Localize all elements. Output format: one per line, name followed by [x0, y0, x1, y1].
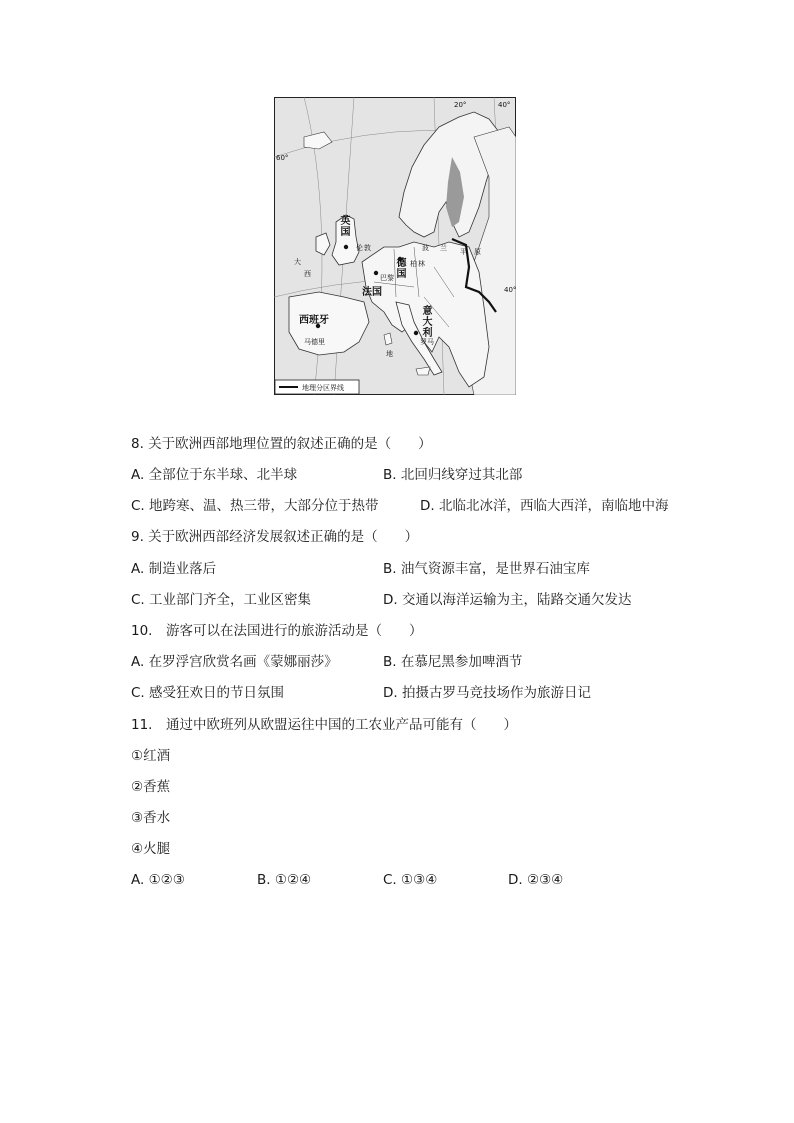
- label-yuan: 原: [474, 248, 481, 256]
- question-11-option-b: B. ①②④: [257, 872, 312, 888]
- question-10-stem: 10. 游客可以在法国进行的旅游活动是（ ）: [131, 623, 423, 639]
- question-9-stem: 9. 关于欧洲西部经济发展叙述正确的是（ ）: [131, 529, 419, 545]
- label-paris: 巴黎: [380, 274, 394, 282]
- question-11-item-1: ①红酒: [131, 748, 171, 764]
- label-atlantic-da: 大: [294, 258, 301, 266]
- question-11-item-3: ③香水: [131, 810, 171, 826]
- label-lat-60: 60°: [276, 154, 289, 162]
- question-11-item-4: ④火腿: [131, 841, 171, 857]
- question-9-option-a: A. 制造业落后: [131, 561, 217, 577]
- question-8-option-b: B. 北回归线穿过其北部: [383, 467, 523, 483]
- label-france: 法国: [362, 287, 382, 298]
- label-lat-40: 40°: [504, 286, 517, 294]
- label-bo: 波: [422, 244, 429, 252]
- question-8-option-c: C. 地跨寒、温、热三带，大部分位于热带: [131, 498, 379, 514]
- label-italy: 意大利: [420, 305, 431, 338]
- europe-map-figure: [274, 97, 516, 395]
- question-10-option-b: B. 在慕尼黑参加啤酒节: [383, 654, 523, 670]
- label-ping: 平: [460, 248, 467, 256]
- label-lon-40: 40°: [498, 101, 511, 109]
- label-london-dun: 敦: [364, 244, 371, 252]
- label-rome: 罗马: [420, 338, 434, 346]
- europe-map: [274, 97, 516, 395]
- label-uk: 英国: [338, 215, 349, 237]
- question-9-option-d: D. 交通以海洋运输为主，陆路交通欠发达: [383, 592, 632, 608]
- question-10-option-a: A. 在罗浮宫欣赏名画《蒙娜丽莎》: [131, 654, 338, 670]
- question-11-option-d: D. ②③④: [508, 872, 564, 888]
- question-11-option-a: A. ①②③: [131, 872, 185, 888]
- label-madrid: 马德里: [304, 338, 325, 346]
- question-8-option-a: A. 全部位于东半球、北半球: [131, 467, 298, 483]
- question-9-option-b: B. 油气资源丰富，是世界石油宝库: [383, 561, 590, 577]
- label-germany: 德国: [394, 257, 405, 279]
- label-med-di: 地: [386, 350, 393, 358]
- label-berlin-lin: 林: [418, 260, 425, 268]
- question-8-stem: 8. 关于欧洲西部地理位置的叙述正确的是（ ）: [131, 436, 432, 452]
- label-berlin-bo: 柏: [410, 260, 417, 268]
- question-10-option-c: C. 感受狂欢日的节日氛围: [131, 685, 285, 701]
- question-9-option-c: C. 工业部门齐全，工业区密集: [131, 592, 312, 608]
- label-lan: 兰: [440, 244, 447, 252]
- question-10-option-d: D. 拍摄古罗马竞技场作为旅游日记: [383, 685, 591, 701]
- question-11-stem: 11. 通过中欧班列从欧盟运往中国的工农业产品可能有（ ）: [131, 717, 517, 733]
- label-spain: 西班牙: [299, 315, 329, 326]
- question-8-option-d: D. 北临北冰洋，西临大西洋，南临地中海: [420, 498, 669, 514]
- label-london-lun: 伦: [356, 244, 363, 252]
- label-lon-20: 20°: [454, 101, 467, 109]
- map-legend-text: 地理分区界线: [302, 384, 344, 392]
- question-11-option-c: C. ①③④: [383, 872, 438, 888]
- question-11-item-2: ②香蕉: [131, 779, 171, 795]
- label-atlantic-xi: 西: [304, 270, 311, 278]
